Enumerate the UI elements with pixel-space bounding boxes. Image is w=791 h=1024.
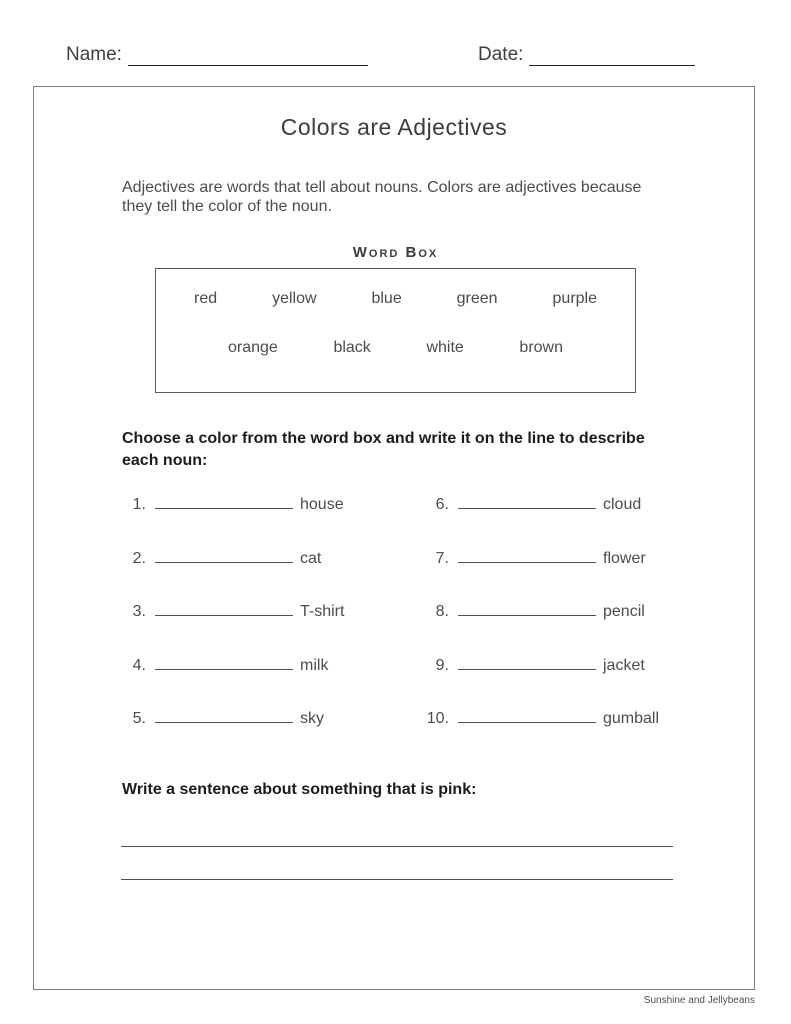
item-number: 3.	[132, 603, 146, 620]
item-number: 10.	[426, 710, 449, 727]
answer-blank-line	[458, 708, 596, 723]
word-box-row-1	[156, 269, 635, 308]
item-number: 1.	[132, 496, 146, 513]
writing-line-2	[121, 879, 673, 880]
word-green: green	[456, 290, 498, 307]
item-number: 9.	[435, 656, 449, 674]
word-purple: purple	[552, 290, 597, 307]
list-item-6	[425, 494, 702, 548]
item-number: 2.	[132, 549, 146, 567]
instruction-text	[122, 428, 682, 472]
writing-line-1	[121, 846, 673, 847]
date-label: Date:	[478, 44, 524, 65]
answer-blank-line	[458, 655, 596, 670]
list-item-4	[122, 655, 425, 709]
item-number: 7.	[435, 549, 449, 567]
instruction-line-2: each noun:	[122, 452, 208, 469]
list-item-2	[122, 548, 425, 602]
list-item-7	[425, 548, 702, 602]
item-noun: cat	[300, 549, 322, 567]
answer-blank-line	[458, 601, 596, 616]
intro-line-2: they tell the color of the noun.	[122, 198, 332, 215]
item-noun: house	[300, 496, 344, 513]
item-noun: T-shirt	[300, 603, 345, 620]
answer-blank-line	[155, 494, 293, 509]
item-noun: cloud	[603, 496, 642, 513]
sentence-prompt: Write a sentence about something that is pink:	[122, 781, 477, 798]
word-box	[155, 268, 636, 393]
word-box-row-2	[156, 308, 635, 357]
item-noun: gumball	[603, 710, 660, 727]
item-noun: pencil	[603, 603, 645, 620]
item-number: 8.	[435, 603, 449, 620]
name-label: Name:	[66, 44, 122, 65]
list-item-1	[122, 494, 425, 548]
list-item-9	[425, 655, 702, 709]
date-field-group	[478, 44, 695, 66]
item-noun: milk	[300, 656, 329, 674]
item-number: 4.	[132, 656, 146, 674]
answer-blank-line	[155, 708, 293, 723]
word-blue: blue	[371, 290, 402, 307]
item-number: 6.	[435, 496, 449, 513]
answer-blank-line	[155, 655, 293, 670]
answer-blank-line	[155, 601, 293, 616]
name-blank-line	[128, 46, 368, 66]
word-orange: orange	[228, 339, 278, 356]
list-item-10	[425, 708, 702, 762]
footer-credit: Sunshine and Jellybeans	[643, 995, 755, 1006]
intro-paragraph	[122, 178, 702, 216]
word-black: black	[333, 339, 371, 356]
item-noun: sky	[300, 710, 324, 727]
word-brown: brown	[519, 339, 563, 356]
item-noun: flower	[603, 549, 646, 567]
instruction-line-1: Choose a color from the word box and write it on the line to describe	[122, 430, 645, 447]
list-item-8	[425, 601, 702, 655]
header-row	[66, 44, 726, 66]
page-title: Colors are Adjectives	[280, 114, 508, 140]
intro-line-1: Adjectives are words that tell about nouns. Colors are adjectives because	[122, 179, 642, 196]
word-box-label: Word Box	[352, 244, 439, 261]
fill-in-list	[122, 494, 702, 762]
list-item-3	[122, 601, 425, 655]
answer-blank-line	[458, 494, 596, 509]
item-noun: jacket	[603, 656, 645, 674]
answer-blank-line	[155, 548, 293, 563]
word-white: white	[426, 339, 464, 356]
word-yellow: yellow	[272, 290, 317, 307]
answer-blank-line	[458, 548, 596, 563]
list-item-5	[122, 708, 425, 762]
date-blank-line	[529, 46, 695, 66]
word-red: red	[194, 290, 218, 307]
name-field-group	[66, 44, 368, 66]
item-number: 5.	[132, 710, 146, 727]
